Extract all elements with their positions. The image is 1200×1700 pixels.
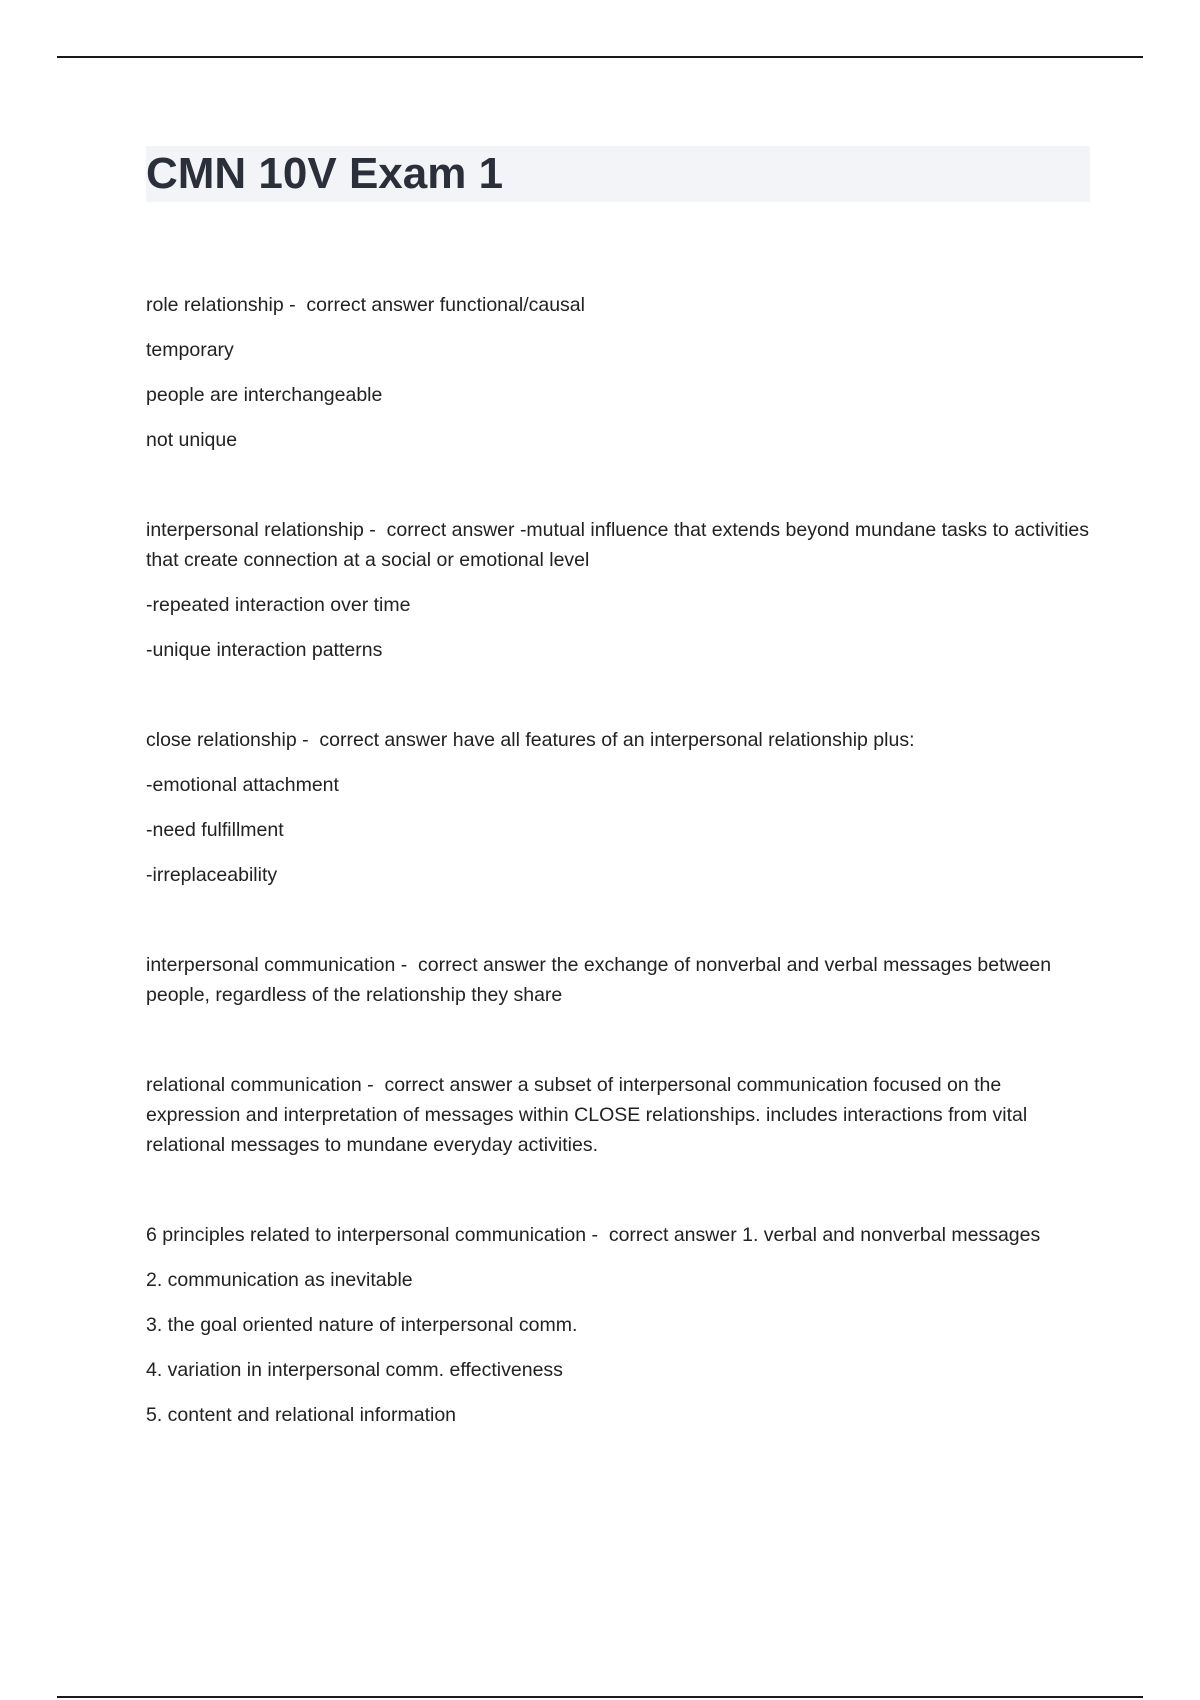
page-title: CMN 10V Exam 1 [146,149,504,198]
flashcard [146,290,1092,455]
answer-line: -irreplaceability [146,864,278,886]
top-rule [57,56,1143,58]
answer-line: people are interchangeable [146,384,383,406]
answer-text: have all features of an interpersonal relationship plus: [452,729,915,751]
question-line: interpersonal communication - correct answer the exchange of nonverbal and verbal messages between people, regardless of the relationship they share [146,954,1052,1006]
answer-marker: correct answer [384,1074,513,1096]
term: interpersonal relationship [146,519,364,541]
answer-marker: correct answer [319,729,448,751]
term: interpersonal communication [146,954,396,976]
answer-line: -need fulfillment [146,819,284,841]
answer-line: 4. variation in interpersonal comm. effectiveness [146,1359,563,1381]
bottom-rule [57,1696,1143,1698]
question-line: close relationship - correct answer have all features of an interpersonal relationship plus: [146,729,915,751]
answer-marker: correct answer [386,519,515,541]
answer-text: a subset of interpersonal communication focused on the expression and interpretation of messages within CLOSE relationships. includes interactions from vital relational messages to mundane everyday activities. [146,1074,1028,1156]
term: role relationship [146,294,284,316]
question-line: interpersonal relationship - correct answer -mutual influence that extends beyond mundane tasks to activities that create connection at a social or emotional level [146,519,1090,571]
flashcard [146,515,1092,665]
question-line: role relationship - correct answer functional/causal [146,294,585,316]
answer-text: -mutual influence that extends beyond mundane tasks to activities that create connection at a social or emotional level [146,519,1090,571]
term: close relationship [146,729,297,751]
answer-line: 3. the goal oriented nature of interpersonal comm. [146,1314,578,1336]
flashcard-list [146,290,1092,1490]
flashcard [146,1220,1092,1430]
answer-marker: correct answer [306,294,435,316]
answer-marker: correct answer [418,954,546,976]
answer-text: functional/causal [439,294,585,316]
flashcard [146,950,1092,1010]
answer-line: not unique [146,429,238,451]
answer-line: 2. communication as inevitable [146,1269,413,1291]
answer-marker: correct answer [608,1224,737,1246]
answer-text: 1. verbal and nonverbal messages [742,1224,1041,1246]
answer-line: 5. content and relational information [146,1404,457,1426]
question-line: relational communication - correct answer a subset of interpersonal communication focused on the expression and interpretation of messages within CLOSE relationships. includes interactions from vital relational messages to mundane everyday activities. [146,1074,1028,1156]
answer-line: -unique interaction patterns [146,639,383,661]
answer-line: temporary [146,339,234,361]
question-line: 6 principles related to interpersonal communication - correct answer 1. verbal and nonverbal messages [146,1224,1041,1246]
term: relational communication [146,1074,362,1096]
term: 6 principles related to interpersonal communication [146,1224,587,1246]
answer-line: -emotional attachment [146,774,339,796]
answer-line: -repeated interaction over time [146,594,411,616]
flashcard [146,725,1092,890]
answer-text: the exchange of nonverbal and verbal messages between people, regardless of the relationship they share [146,954,1052,1006]
flashcard [146,1070,1092,1160]
